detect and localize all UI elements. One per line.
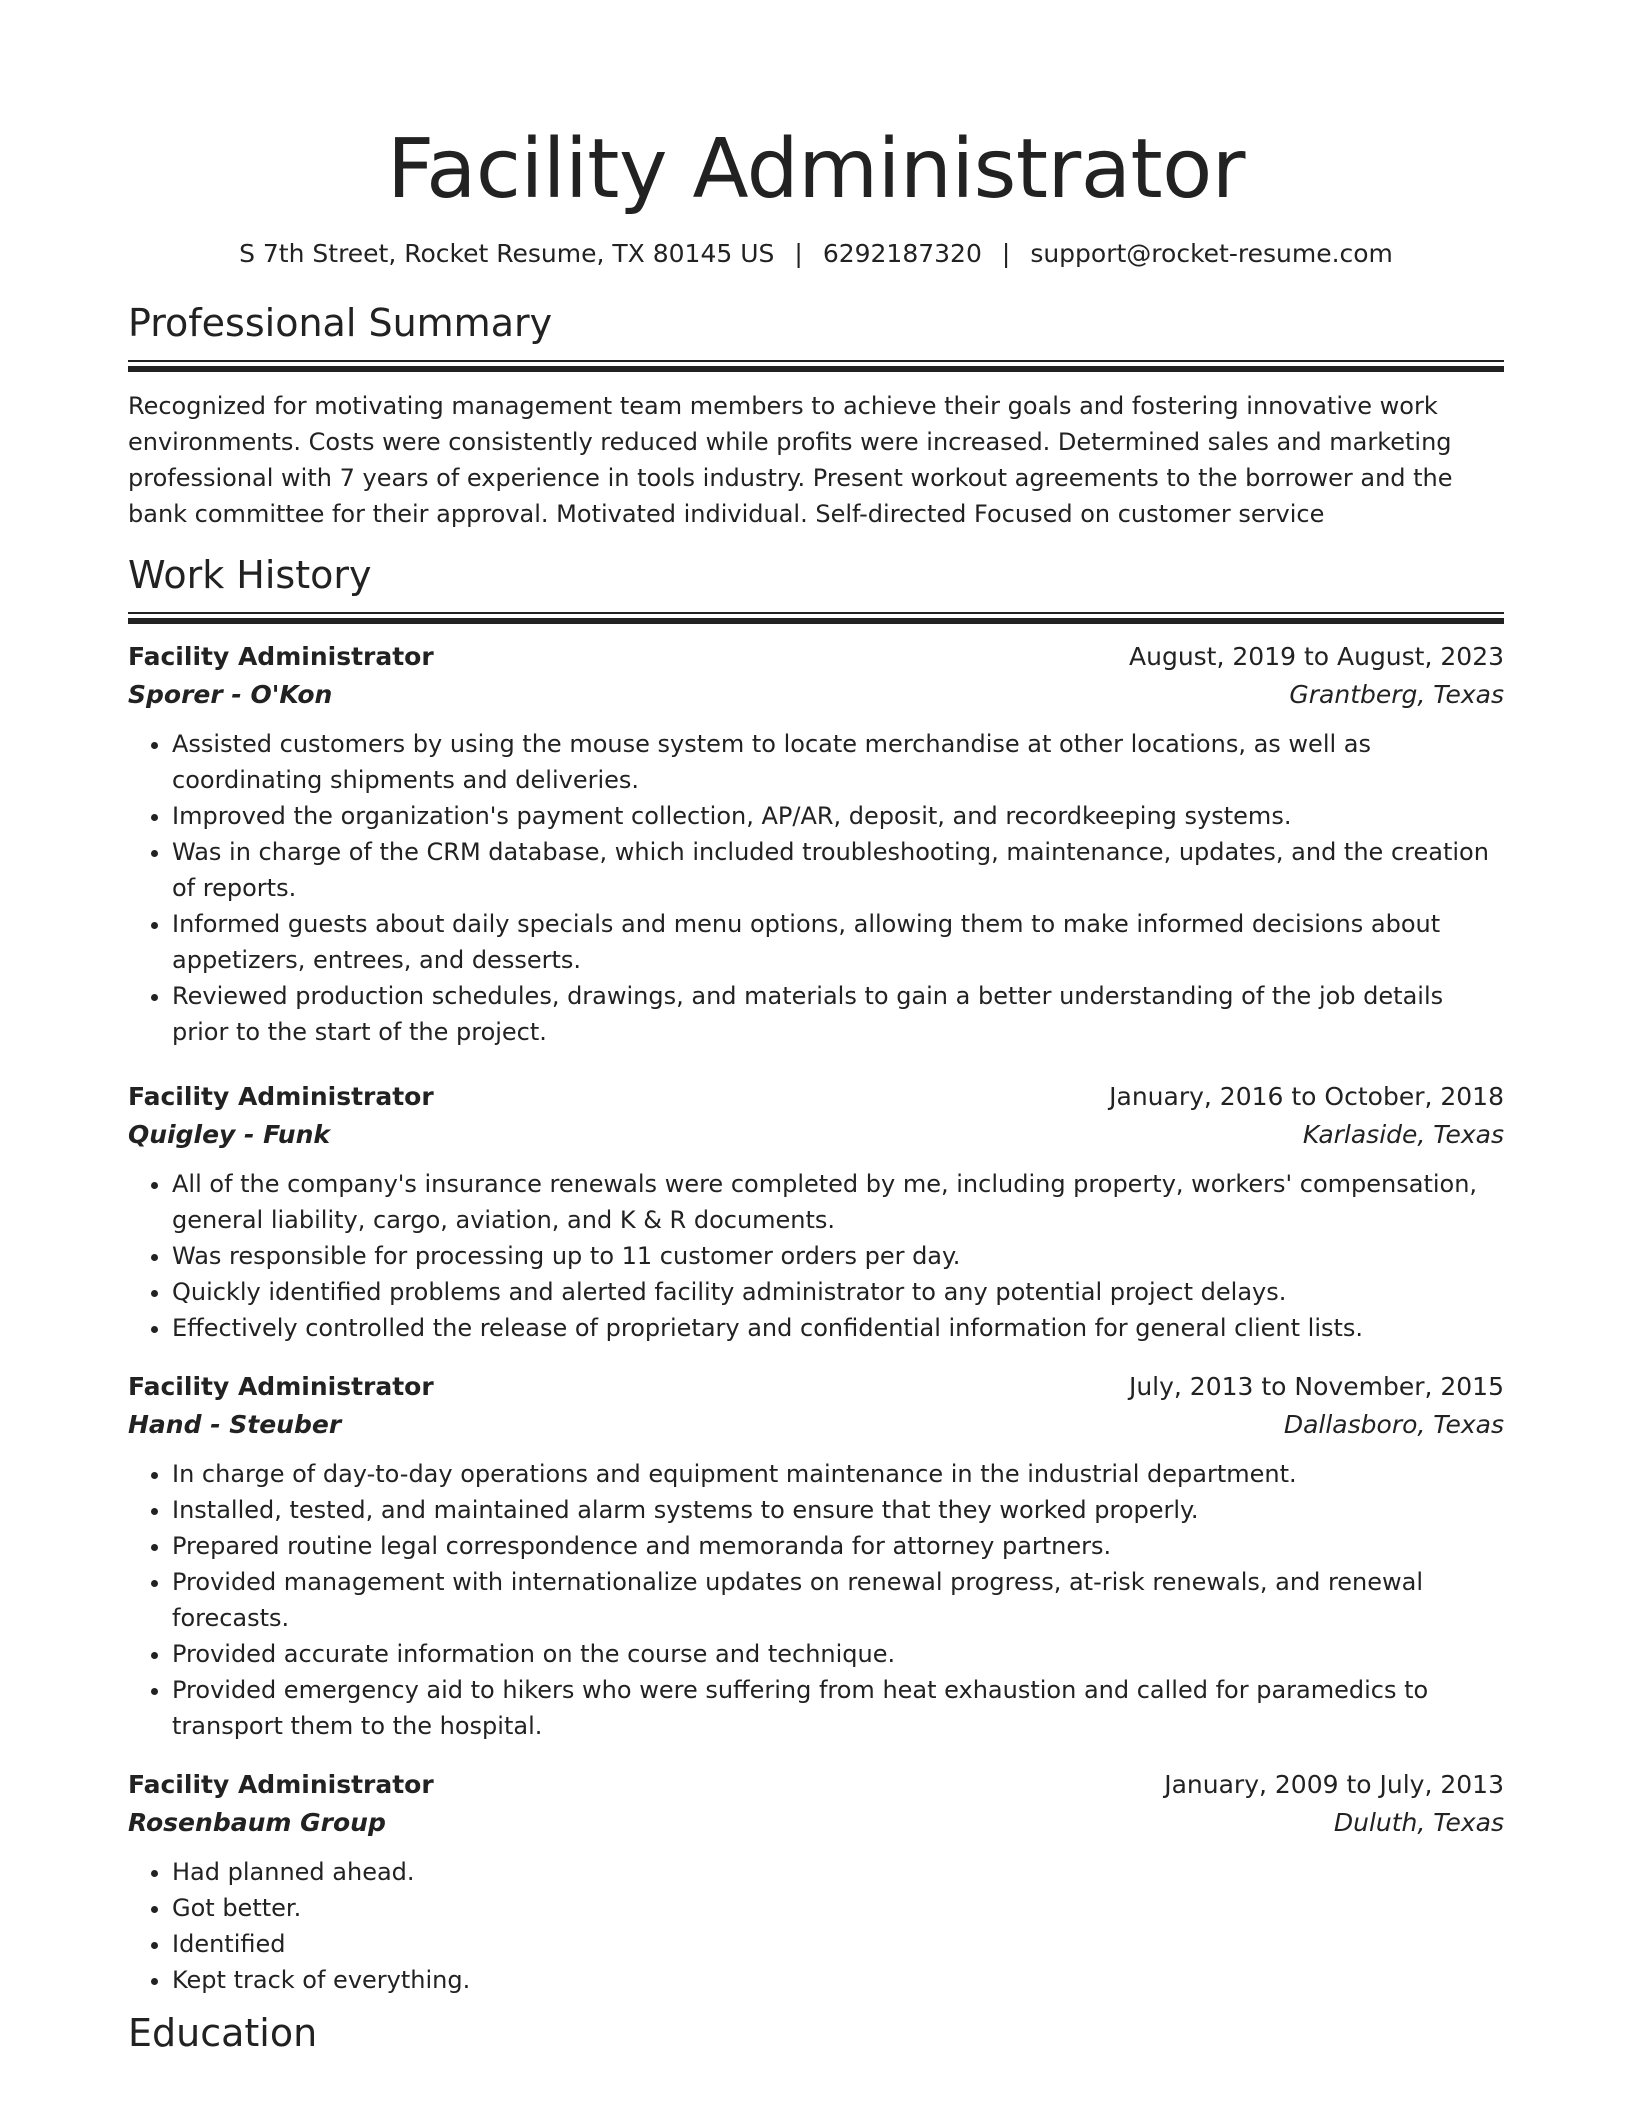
education-section	[128, 2010, 1504, 2056]
job-title: Facility Administrator	[128, 1770, 434, 1799]
job-header-row	[128, 1078, 1504, 1116]
job-dates: January, 2016 to October, 2018	[1109, 1082, 1504, 1111]
job-company-row	[128, 1804, 1504, 1842]
list-item: • Reviewed production schedules, drawings, and materials to gain a better understanding of the job details prior to the start of the project.	[172, 978, 1504, 1050]
list-item: • Had planned ahead.	[172, 1854, 1504, 1890]
job-location: Karlaside, Texas	[1302, 1120, 1504, 1149]
job-bullets	[128, 1166, 1504, 1346]
list-item: • Provided management with internationalize updates on renewal progress, at-risk renewals, and renewal forecasts.	[172, 1564, 1504, 1636]
job-bullets	[128, 726, 1504, 1050]
job-header-row	[128, 1766, 1504, 1804]
list-item: • Effectively controlled the release of proprietary and confidential information for general client lists.	[172, 1310, 1504, 1346]
resume-name: Facility Administrator	[386, 122, 1246, 217]
job-company: Hand - Steuber	[128, 1410, 342, 1439]
job-company: Sporer - O'Kon	[128, 680, 333, 709]
list-item: • Was in charge of the CRM database, which included troubleshooting, maintenance, updates, and the creation of reports.	[172, 834, 1504, 906]
section-title-education: Education	[128, 2011, 318, 2055]
professional-summary-section	[128, 300, 1504, 532]
summary-text: Recognized for motivating management team members to achieve their goals and fostering innovative work environments. Costs were consistently reduced while profits were increased. Determined sales and marketing professional with 7 years of experience in tools industry. Present workout agreements to the borrower and the bank committee for their approval. Motivated individual. Self-directed Focused on customer service	[128, 392, 1453, 528]
section-title-summary: Professional Summary	[128, 301, 553, 345]
list-item: • Informed guests about daily specials and menu options, allowing them to make informed decisions about appetizers, entrees, and desserts.	[172, 906, 1504, 978]
list-item: • Identified	[172, 1926, 1504, 1962]
contact-address: S 7th Street, Rocket Resume, TX 80145 US	[239, 239, 775, 268]
contact-phone: 6292187320	[822, 239, 982, 268]
job-title: Facility Administrator	[128, 1372, 434, 1401]
job-entry	[128, 638, 1504, 1050]
job-dates: January, 2009 to July, 2013	[1164, 1770, 1504, 1799]
contact-separator: |	[1001, 239, 1011, 268]
job-location: Duluth, Texas	[1333, 1808, 1504, 1837]
list-item: • Provided accurate information on the course and technique.	[172, 1636, 1504, 1672]
list-item: • Assisted customers by using the mouse system to locate merchandise at other locations, as well as coordinating shipments and deliveries.	[172, 726, 1504, 798]
job-title: Facility Administrator	[128, 642, 434, 671]
job-dates: August, 2019 to August, 2023	[1129, 642, 1504, 671]
resume-page	[128, 0, 1504, 2056]
job-company-row	[128, 676, 1504, 714]
work-history-section	[128, 552, 1504, 1998]
job-entry	[128, 1078, 1504, 1346]
job-company-row	[128, 1116, 1504, 1154]
job-title: Facility Administrator	[128, 1082, 434, 1111]
job-location: Grantberg, Texas	[1289, 680, 1504, 709]
job-entry	[128, 1368, 1504, 1744]
job-entry	[128, 1766, 1504, 1998]
list-item: • All of the company's insurance renewals were completed by me, including property, workers' compensation, general liability, cargo, aviation, and K & R documents.	[172, 1166, 1504, 1238]
list-item: • Got better.	[172, 1890, 1504, 1926]
list-item: • Quickly identified problems and alerted facility administrator to any potential project delays.	[172, 1274, 1504, 1310]
job-company: Quigley - Funk	[128, 1120, 331, 1149]
job-location: Dallasboro, Texas	[1283, 1410, 1504, 1439]
list-item: • Prepared routine legal correspondence and memoranda for attorney partners.	[172, 1528, 1504, 1564]
contact-line	[128, 238, 1504, 270]
job-header-row	[128, 638, 1504, 676]
job-header-row	[128, 1368, 1504, 1406]
list-item: • Kept track of everything.	[172, 1962, 1504, 1998]
list-item: • Improved the organization's payment collection, AP/AR, deposit, and recordkeeping systems.	[172, 798, 1504, 834]
job-bullets	[128, 1854, 1504, 1998]
section-divider	[128, 360, 1504, 372]
contact-separator: |	[794, 239, 803, 268]
list-item: • Was responsible for processing up to 11 customer orders per day.	[172, 1238, 1504, 1274]
job-company-row	[128, 1406, 1504, 1444]
section-title-work: Work History	[128, 553, 372, 597]
section-divider	[128, 612, 1504, 624]
job-bullets	[128, 1456, 1504, 1744]
list-item: • Provided emergency aid to hikers who were suffering from heat exhaustion and called for paramedics to transport them to the hospital.	[172, 1672, 1504, 1744]
contact-email: support@rocket-resume.com	[1030, 239, 1393, 268]
list-item: • In charge of day-to-day operations and equipment maintenance in the industrial department.	[172, 1456, 1504, 1492]
list-item: • Installed, tested, and maintained alarm systems to ensure that they worked properly.	[172, 1492, 1504, 1528]
job-company: Rosenbaum Group	[128, 1808, 386, 1837]
job-dates: July, 2013 to November, 2015	[1128, 1372, 1504, 1401]
